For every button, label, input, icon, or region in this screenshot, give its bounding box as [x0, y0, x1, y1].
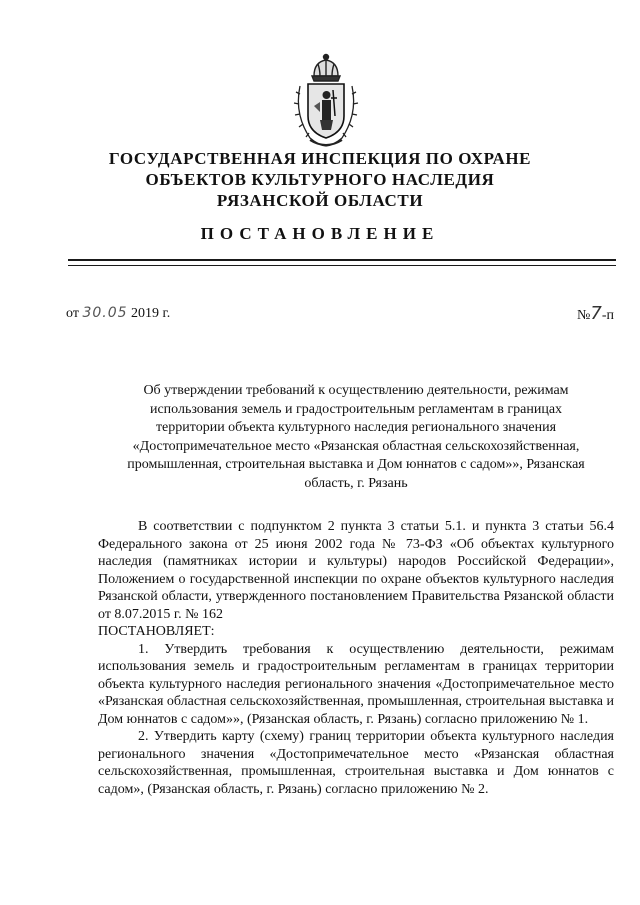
- document-date: [66, 305, 170, 322]
- clause-1: 1. Утвердить требования к осуществлению деятельности, режимам использования земель и градостроительным регламентам в границах территории объекта культурного наследия регионального значения «Достопримечательное место «Рязанская областная сельскохозяйственная, промышленная, строительная выставка и Дом юннатов с садом»», (Рязанская область, г. Рязань) согласно приложению № 1.: [98, 641, 614, 727]
- document-body: [98, 518, 614, 798]
- date-prefix: от: [66, 306, 79, 321]
- shield-icon: [308, 84, 344, 138]
- document-subject: [88, 382, 624, 493]
- header-rule-thick: [68, 259, 616, 261]
- organization-line-3: РЯЗАНСКОЙ ОБЛАСТИ: [216, 191, 424, 210]
- document-type-title: ПОСТАНОВЛЕНИЕ: [200, 224, 440, 243]
- subject-line: территории объекта культурного наследия регионального значения: [155, 420, 557, 435]
- organization-line-2: ОБЪЕКТОВ КУЛЬТУРНОГО НАСЛЕДИЯ: [145, 170, 495, 189]
- subject-line: Об утверждении требований к осуществлению деятельности, режимам: [143, 383, 569, 398]
- subject-line: область, г. Рязань: [304, 475, 408, 491]
- coat-of-arms-icon: [290, 50, 362, 150]
- subject-line: промышленная, строительная выставка и Дом юннатов с садом»», Рязанская: [127, 457, 585, 472]
- number-prefix: №: [577, 308, 591, 323]
- clause-2: 2. Утвердить карту (схему) границ территории объекта культурного наследия регионального значения «Достопримечательное место «Рязанская областная сельскохозяйственная, промышленная, строительная выставка и Дом юннатов с садом», (Рязанская область, г. Рязань) согласно приложению № 2.: [98, 729, 614, 797]
- date-year: 2019 г.: [131, 306, 171, 321]
- organization-line-1: ГОСУДАРСТВЕННАЯ ИНСПЕКЦИЯ ПО ОХРАНЕ: [108, 149, 532, 168]
- header-rule-thin: [68, 265, 616, 266]
- number-suffix: -п: [601, 308, 614, 323]
- crown-icon: [312, 55, 340, 82]
- decree-word: ПОСТАНОВЛЯЕТ:: [98, 624, 215, 639]
- handwritten-number: 7: [590, 303, 602, 324]
- subject-line: использования земель и градостроительным регламентам в границах: [149, 401, 563, 417]
- handwritten-date: 30.05: [82, 305, 128, 321]
- subject-line: «Достопримечательное место «Рязанская областная сельскохозяйственная,: [132, 438, 580, 454]
- document-number: [577, 303, 614, 324]
- preamble-paragraph: В соответствии с подпунктом 2 пункта 3 статьи 5.1. и пункта 3 статьи 56.4 Федерального закона от 25 июня 2002 года № 73-ФЗ «Об объектах культурного наследия (памятниках истории и культуры) народов Российской Федерации», Положением о государственной инспекции по охране объектов культурного наследия Рязанской области, утвержденного постановлением Правительства Рязанской области от 8.07.2015 г. № 162: [98, 519, 614, 622]
- organization-name: [60, 148, 580, 211]
